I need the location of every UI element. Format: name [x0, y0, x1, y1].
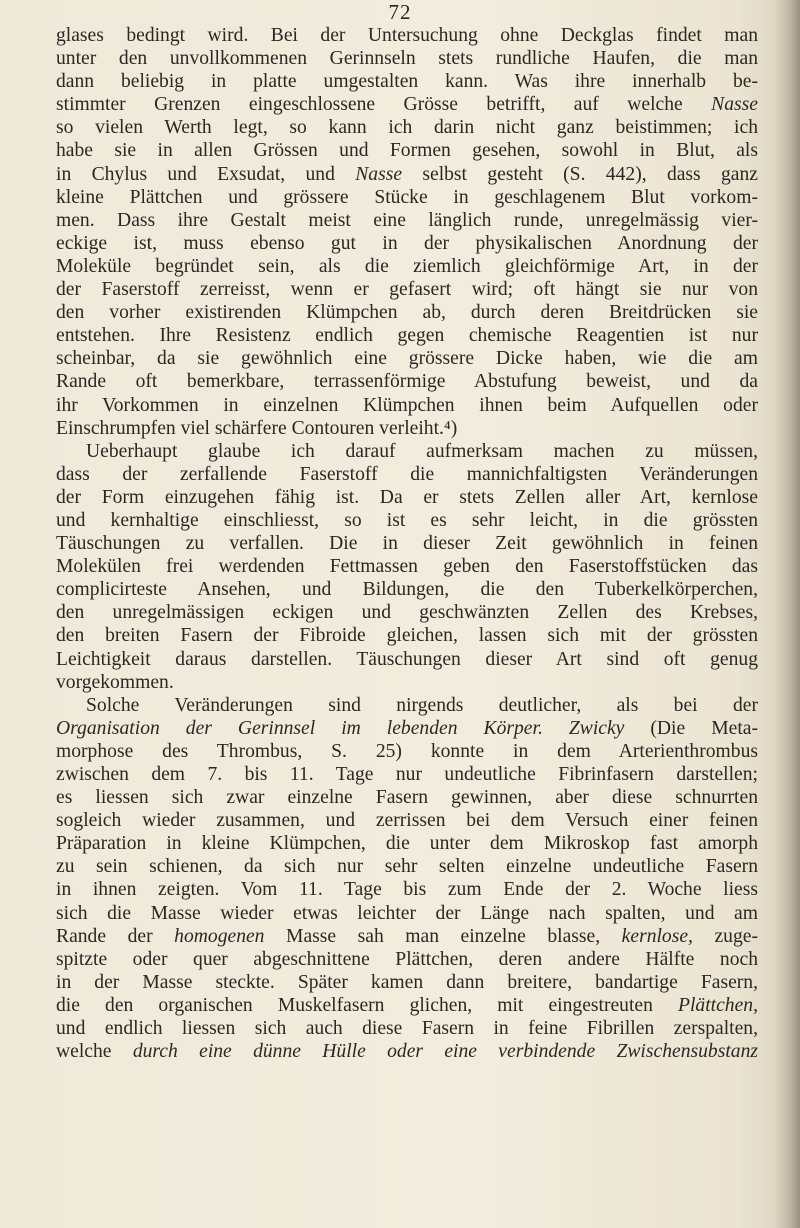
- text-line: [56, 347, 758, 370]
- text-line: [56, 209, 758, 232]
- text-segment: Solche Veränderungen sind nirgends deutlicher, als bei der: [86, 694, 758, 716]
- text-line: [56, 394, 758, 417]
- text-segment: eckige ist, muss ebenso gut in der physikalischen Anordnung der: [56, 232, 758, 254]
- text-segment: unter den unvollkommenen Gerinnseln stets rundliche Haufen, die man: [56, 48, 758, 70]
- text-segment: scheinbar, da sie gewöhnlich eine grössere Dicke haben, wie die am: [56, 348, 758, 370]
- text-line: [56, 255, 758, 278]
- page-number: 72: [388, 0, 412, 24]
- text-segment: in der Masse steckte. Später kamen dann breitere, bandartige Fasern,: [56, 971, 758, 993]
- text-segment: sogleich wieder zusammen, und zerrissen bei dem Versuch einer feinen: [56, 810, 758, 832]
- text-segment: es liessen sich zwar einzelne Fasern gewinnen, aber diese schnurrten: [56, 787, 758, 809]
- text-line: [56, 878, 758, 901]
- text-line: [56, 902, 758, 925]
- text-segment: in ihnen zeigten. Vom 11. Tage bis zum Ende der 2. Woche liess: [56, 879, 758, 901]
- text-segment: selbst gesteht (S. 442), dass ganz: [402, 163, 758, 185]
- italic-text: Plättchen,: [678, 994, 758, 1016]
- body-text: [56, 24, 758, 1063]
- text-line: [56, 232, 758, 255]
- text-segment: morphose des Thrombus, S. 25) konnte in dem Arterienthrombus: [56, 740, 758, 762]
- text-segment: entstehen. Ihre Resistenz endlich gegen chemische Reagentien ist nur: [56, 325, 758, 347]
- text-segment: welche: [56, 1041, 133, 1063]
- text-line: [56, 440, 758, 463]
- text-line: [56, 948, 758, 971]
- text-line: [56, 786, 758, 809]
- text-segment: Präparation in kleine Klümpchen, die unter dem Mikroskop fast amorph: [56, 833, 758, 855]
- text-segment: Rande der: [56, 925, 175, 947]
- text-segment: in Chylus und Exsudat, und: [56, 163, 356, 185]
- text-line: [56, 555, 758, 578]
- text-line: [56, 717, 758, 740]
- text-line: [56, 671, 758, 694]
- text-line: [56, 370, 758, 393]
- text-segment: und endlich liessen sich auch diese Fasern in feine Fibrillen zerspalten,: [56, 1018, 758, 1040]
- text-line: [56, 648, 758, 671]
- text-line: [56, 24, 758, 47]
- text-segment: habe sie in allen Grössen und Formen gesehen, sowohl in Blut, als: [56, 140, 758, 162]
- italic-text: homogenen: [174, 925, 265, 947]
- italic-text: Nasse: [355, 163, 403, 185]
- text-segment: Molekülen frei werdenden Fettmassen geben den Faserstoffstücken das: [56, 556, 758, 578]
- text-line: [56, 532, 758, 555]
- text-segment: dass der zerfallende Faserstoff die mannichfaltigsten Veränderungen: [56, 463, 758, 485]
- text-line: [56, 486, 758, 509]
- text-line: [56, 278, 758, 301]
- text-segment: (Die Meta-: [624, 717, 758, 739]
- text-line: [56, 301, 758, 324]
- text-segment: zwischen dem 7. bis 11. Tage nur undeutliche Fibrinfasern darstellen;: [56, 764, 758, 785]
- text-line: [56, 509, 758, 532]
- text-line: [56, 832, 758, 855]
- text-segment: Leichtigkeit daraus darstellen. Täuschungen dieser Art sind oft genug: [56, 648, 758, 670]
- text-segment: vorgekommen.: [56, 671, 174, 693]
- text-segment: und kernhaltige einschliesst, so ist es sehr leicht, in die grössten: [56, 509, 758, 531]
- text-line: [56, 324, 758, 347]
- text-segment: den vorher existirenden Klümpchen ab, durch deren Breitdrücken sie: [56, 302, 758, 324]
- italic-text: kernlose,: [621, 925, 693, 947]
- text-segment: stimmter Grenzen eingeschlossene Grösse betrifft, auf welche: [56, 94, 712, 116]
- text-line: [56, 163, 758, 186]
- text-segment: Rande oft bemerkbare, terrassenförmige Abstufung beweist, und da: [56, 371, 758, 393]
- text-segment: men. Dass ihre Gestalt meist eine länglich runde, unregelmässig vier-: [56, 209, 758, 231]
- text-segment: zuge-: [692, 925, 759, 947]
- text-segment: spitzte oder quer abgeschnittene Plättchen, deren andere Hälfte noch: [56, 948, 758, 970]
- text-line: [56, 809, 758, 832]
- italic-text: Organisation der Gerinnsel im lebenden Körper.: [56, 717, 543, 739]
- text-segment: der Faserstoff zerreisst, wenn er gefasert wird; oft hängt sie nur von: [56, 279, 758, 301]
- text-line: [56, 47, 758, 70]
- text-line: [56, 994, 758, 1017]
- text-line: [56, 93, 758, 116]
- text-segment: so vielen Werth legt, so kann ich darin nicht ganz beistimmen; ich: [56, 117, 758, 139]
- text-line: [56, 70, 758, 93]
- text-segment: der Form einzugehen fähig ist. Da er stets Zellen aller Art, kernlose: [56, 486, 758, 508]
- text-line: [56, 925, 758, 948]
- page-edge-shadow: [774, 0, 800, 1228]
- italic-text: Nasse: [711, 94, 758, 116]
- text-line: [56, 1017, 758, 1040]
- text-segment: den unregelmässigen eckigen und geschwänzten Zellen des Krebses,: [56, 602, 758, 624]
- text-line: [56, 463, 758, 486]
- text-line: [56, 601, 758, 624]
- text-segment: ihr Vorkommen in einzelnen Klümpchen ihnen beim Aufquellen oder: [56, 394, 758, 416]
- text-line: [56, 624, 758, 647]
- text-segment: kleine Plättchen und grössere Stücke in geschlagenem Blut vorkom-: [56, 186, 758, 208]
- text-line: [56, 855, 758, 878]
- text-segment: Täuschungen zu verfallen. Die in dieser Zeit gewöhnlich in feinen: [56, 533, 758, 555]
- text-segment: den breiten Fasern der Fibroide gleichen, lassen sich mit der grössten: [56, 625, 758, 647]
- text-segment: dann beliebig in platte umgestalten kann. Was ihre innerhalb be-: [56, 71, 758, 93]
- text-line: [56, 763, 758, 786]
- text-segment: Masse sah man einzelne blasse,: [264, 925, 622, 947]
- text-line: [56, 116, 758, 139]
- text-segment: glases bedingt wird. Bei der Untersuchung ohne Deckglas findet man: [56, 25, 758, 46]
- text-line: [56, 1040, 758, 1063]
- text-segment: die den organischen Muskelfasern glichen, mit eingestreuten: [56, 994, 679, 1016]
- text-segment: Moleküle begründet sein, als die ziemlich gleichförmige Art, in der: [56, 255, 758, 277]
- text-segment: zu sein schienen, da sich nur sehr selten einzelne undeutliche Fasern: [56, 856, 758, 878]
- text-segment: Ueberhaupt glaube ich darauf aufmerksam machen zu müssen,: [86, 440, 758, 462]
- text-line: [56, 694, 758, 717]
- text-line: [56, 971, 758, 994]
- text-segment: [543, 718, 569, 739]
- text-segment: sich die Masse wieder etwas leichter der Länge nach spalten, und am: [56, 902, 758, 924]
- text-line: [56, 417, 758, 440]
- text-line: [56, 186, 758, 209]
- text-segment: complicirteste Ansehen, und Bildungen, die den Tuberkelkörperchen,: [56, 579, 758, 601]
- text-line: [56, 139, 758, 162]
- italic-text: Zwicky: [568, 717, 625, 739]
- italic-text: durch eine dünne Hülle oder eine verbindende Zwischensubstanz: [132, 1041, 758, 1063]
- text-line: [56, 578, 758, 601]
- text-segment: Einschrumpfen viel schärfere Contouren verleiht.⁴): [56, 417, 458, 439]
- text-line: [56, 740, 758, 763]
